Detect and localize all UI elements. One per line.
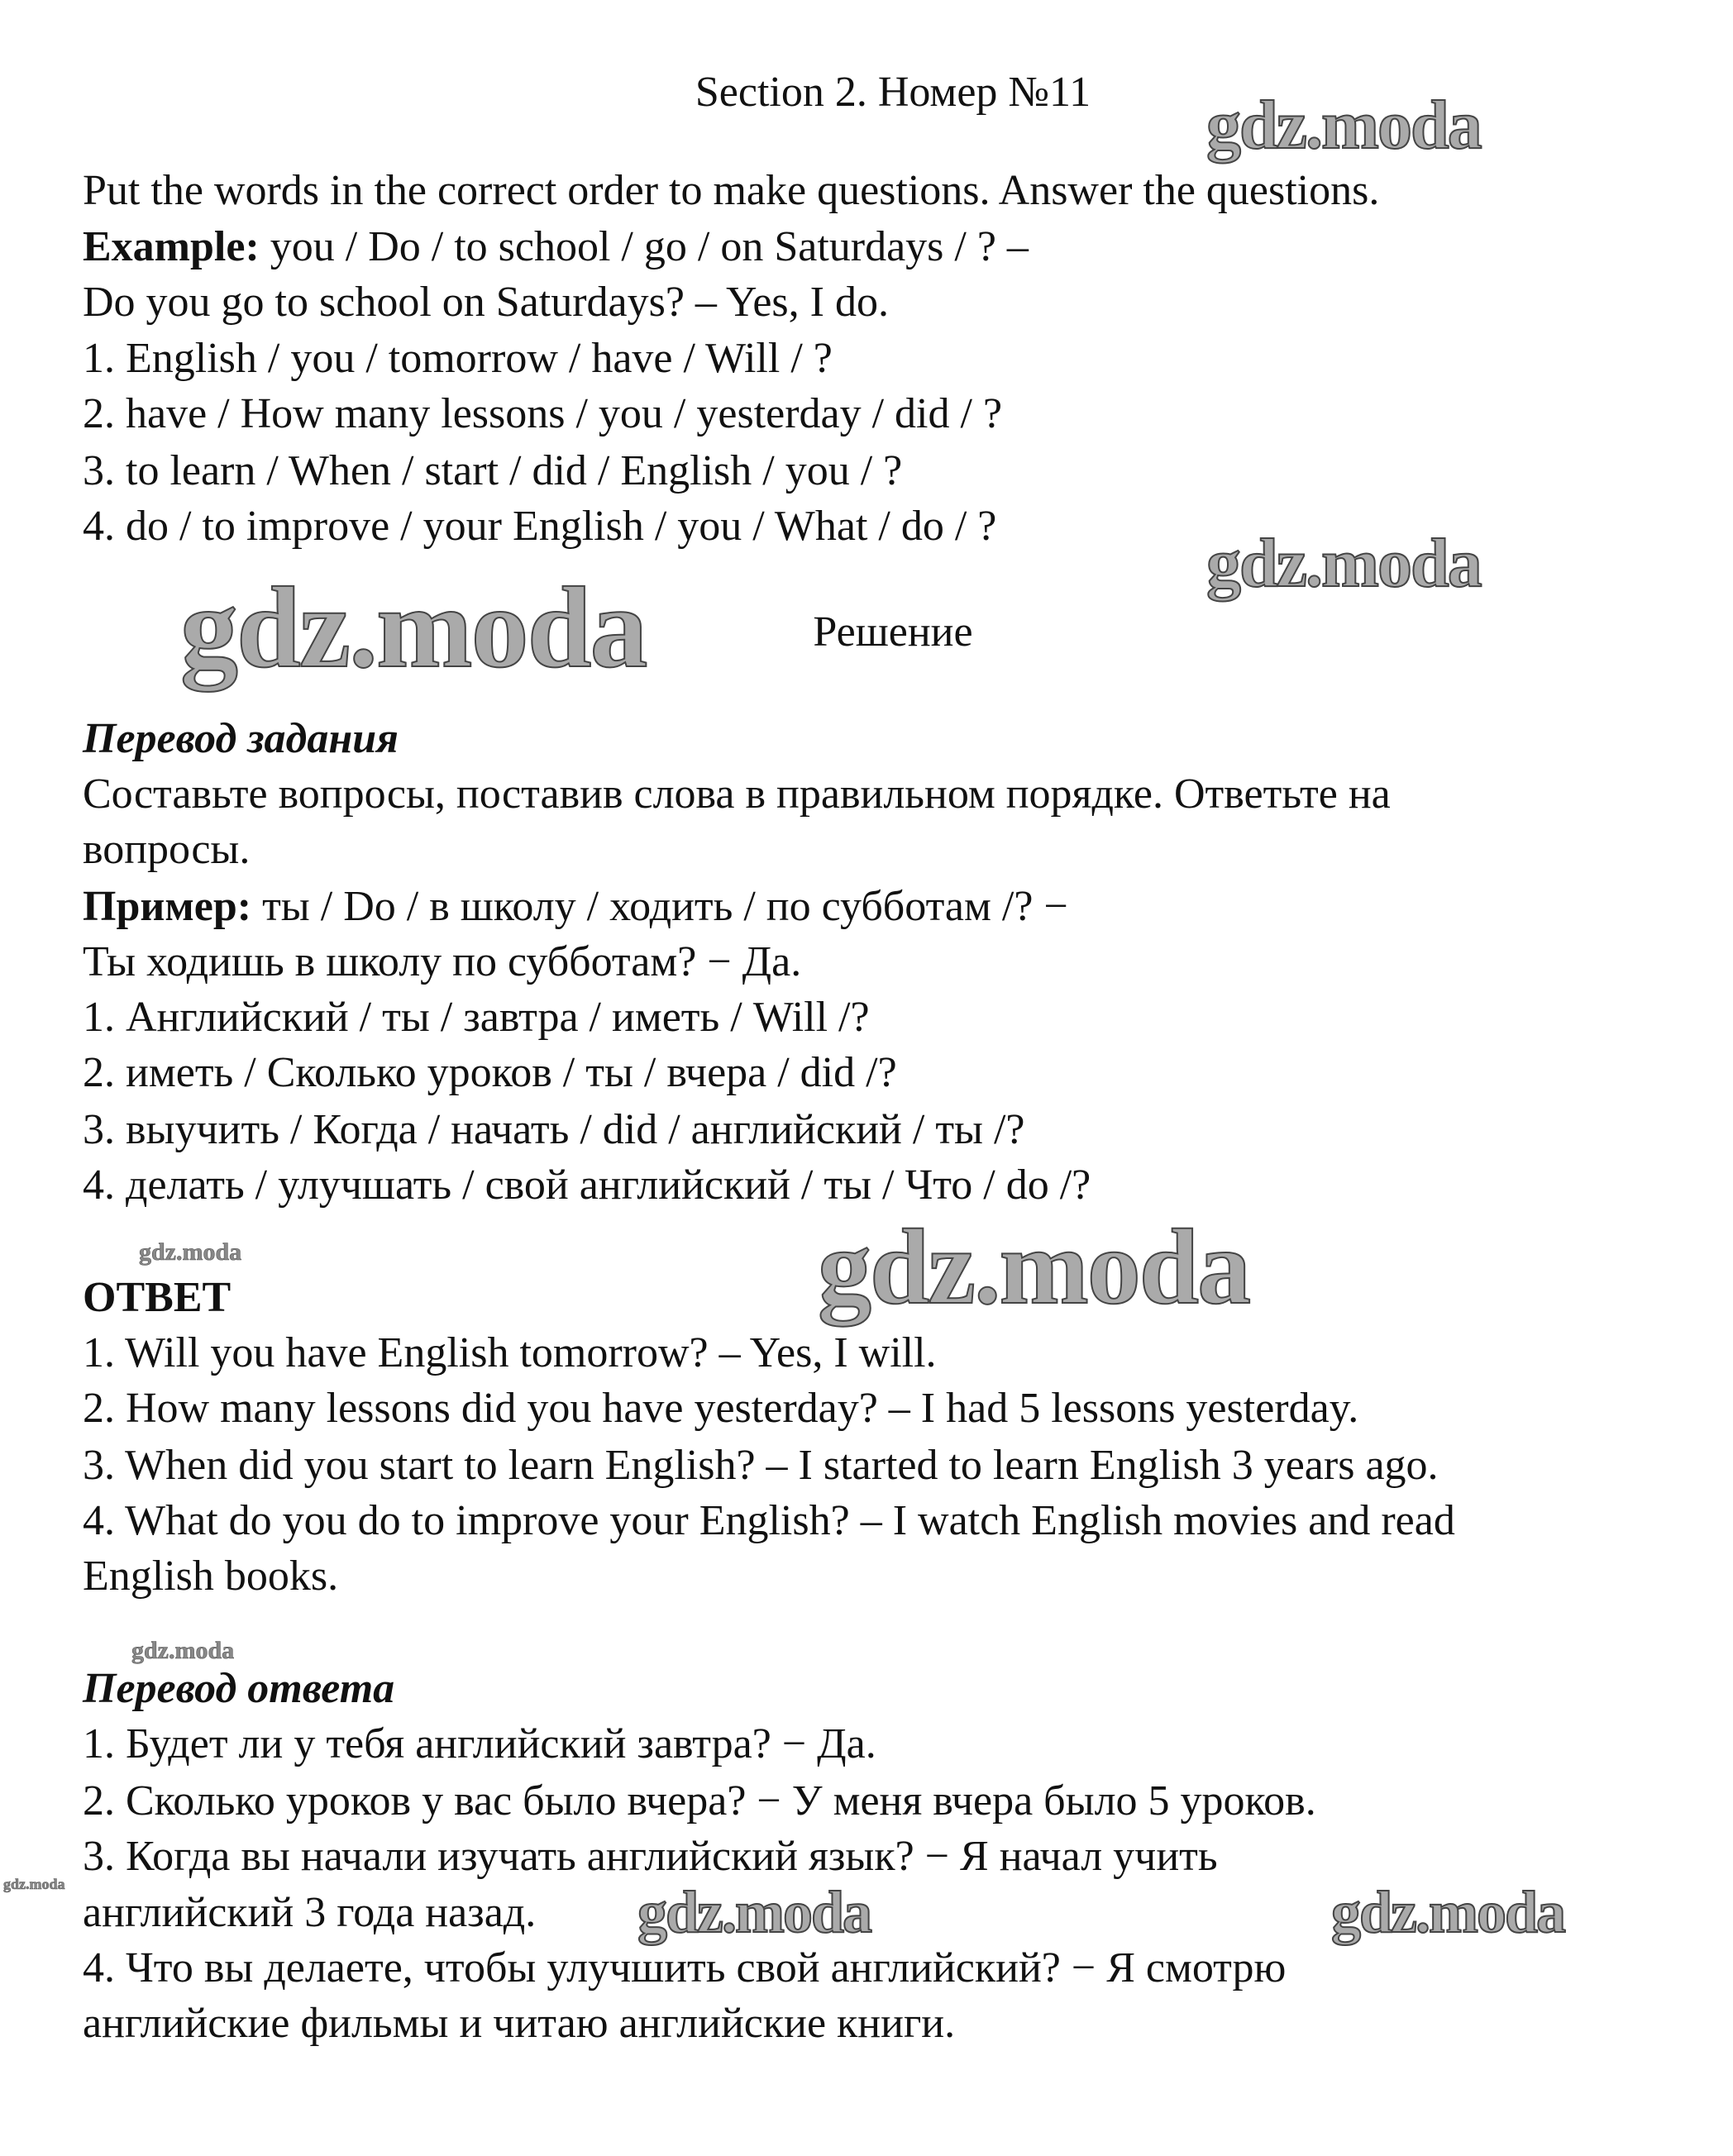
watermark: gdz.moda	[1206, 87, 1481, 164]
answer-translation-line: 4. Что вы делаете, чтобы улучшить свой английский? − Я смотрю	[83, 1944, 1287, 1991]
watermark: gdz.moda	[3, 1876, 65, 1892]
answer-line: 4. What do you do to improve your English? – I watch English movies and read	[83, 1497, 1455, 1544]
page-title: Section 2. Номер №11	[695, 69, 1091, 116]
task-example	[83, 222, 1029, 272]
translation-example-answer: Ты ходишь в школу по субботам? − Да.	[83, 938, 802, 985]
solution-label: Решение	[813, 608, 973, 656]
task-instruction: Put the words in the correct order to make questions. Answer the questions.	[83, 167, 1380, 214]
answer-translation-line: 2. Сколько уроков у вас было вчера? − У меня вчера было 5 уроков.	[83, 1777, 1316, 1824]
answer-translation-line: 1. Будет ли у тебя английский завтра? − Да.	[83, 1720, 876, 1767]
answer-translation-line: английский 3 года назад.	[83, 1889, 537, 1936]
task-item: 1. English / you / tomorrow / have / Will / ?	[83, 335, 833, 382]
answer-line: 3. When did you start to learn English? – I started to learn English 3 years ago.	[83, 1442, 1439, 1489]
translation-heading: Перевод задания	[83, 715, 399, 762]
example-label: Пример:	[83, 883, 252, 930]
example-words: you / Do / to school / go / on Saturdays / ? –	[259, 223, 1029, 270]
translation-instruction: вопросы.	[83, 826, 251, 873]
answer-translation-line: английские фильмы и читаю английские книги.	[83, 2000, 956, 2047]
example-words: ты / Do / в школу / ходить / по субботам /? −	[251, 883, 1068, 930]
task-example-answer: Do you go to school on Saturdays? – Yes, I do.	[83, 279, 889, 326]
watermark: gdz.moda	[818, 1208, 1250, 1327]
answer-line: 1. Will you have English tomorrow? – Yes, I will.	[83, 1329, 937, 1376]
watermark: gdz.moda	[139, 1238, 242, 1266]
translation-instruction: Составьте вопросы, поставив слова в правильном порядке. Ответьте на	[83, 770, 1391, 818]
translation-item: 4. делать / улучшать / свой английский / ты / Что / do /?	[83, 1161, 1091, 1209]
answer-translation-heading: Перевод ответа	[83, 1665, 395, 1712]
translation-item: 1. Английский / ты / завтра / иметь / Will /?	[83, 994, 870, 1041]
task-item: 3. to learn / When / start / did / English / you / ?	[83, 447, 903, 494]
answer-line: English books.	[83, 1553, 339, 1600]
answer-line: 2. How many lessons did you have yesterday? – I had 5 lessons yesterday.	[83, 1385, 1359, 1432]
watermark: gdz.moda	[1206, 525, 1481, 602]
watermark: gdz.moda	[637, 1879, 871, 1945]
translation-item: 2. иметь / Сколько уроков / ты / вчера / did /?	[83, 1049, 897, 1096]
watermark: gdz.moda	[1331, 1879, 1565, 1945]
task-item: 2. have / How many lessons / you / yesterday / did / ?	[83, 390, 1003, 437]
watermark: gdz.moda	[131, 1637, 235, 1664]
answer-heading: ОТВЕТ	[83, 1274, 232, 1321]
translation-item: 3. выучить / Когда / начать / did / английский / ты /?	[83, 1106, 1025, 1153]
watermark: gdz.moda	[180, 564, 647, 692]
translation-example	[83, 882, 1068, 932]
example-label: Example:	[83, 223, 260, 270]
answer-translation-line: 3. Когда вы начали изучать английский язык? − Я начал учить	[83, 1833, 1218, 1880]
task-item: 4. do / to improve / your English / you / What / do / ?	[83, 503, 997, 550]
